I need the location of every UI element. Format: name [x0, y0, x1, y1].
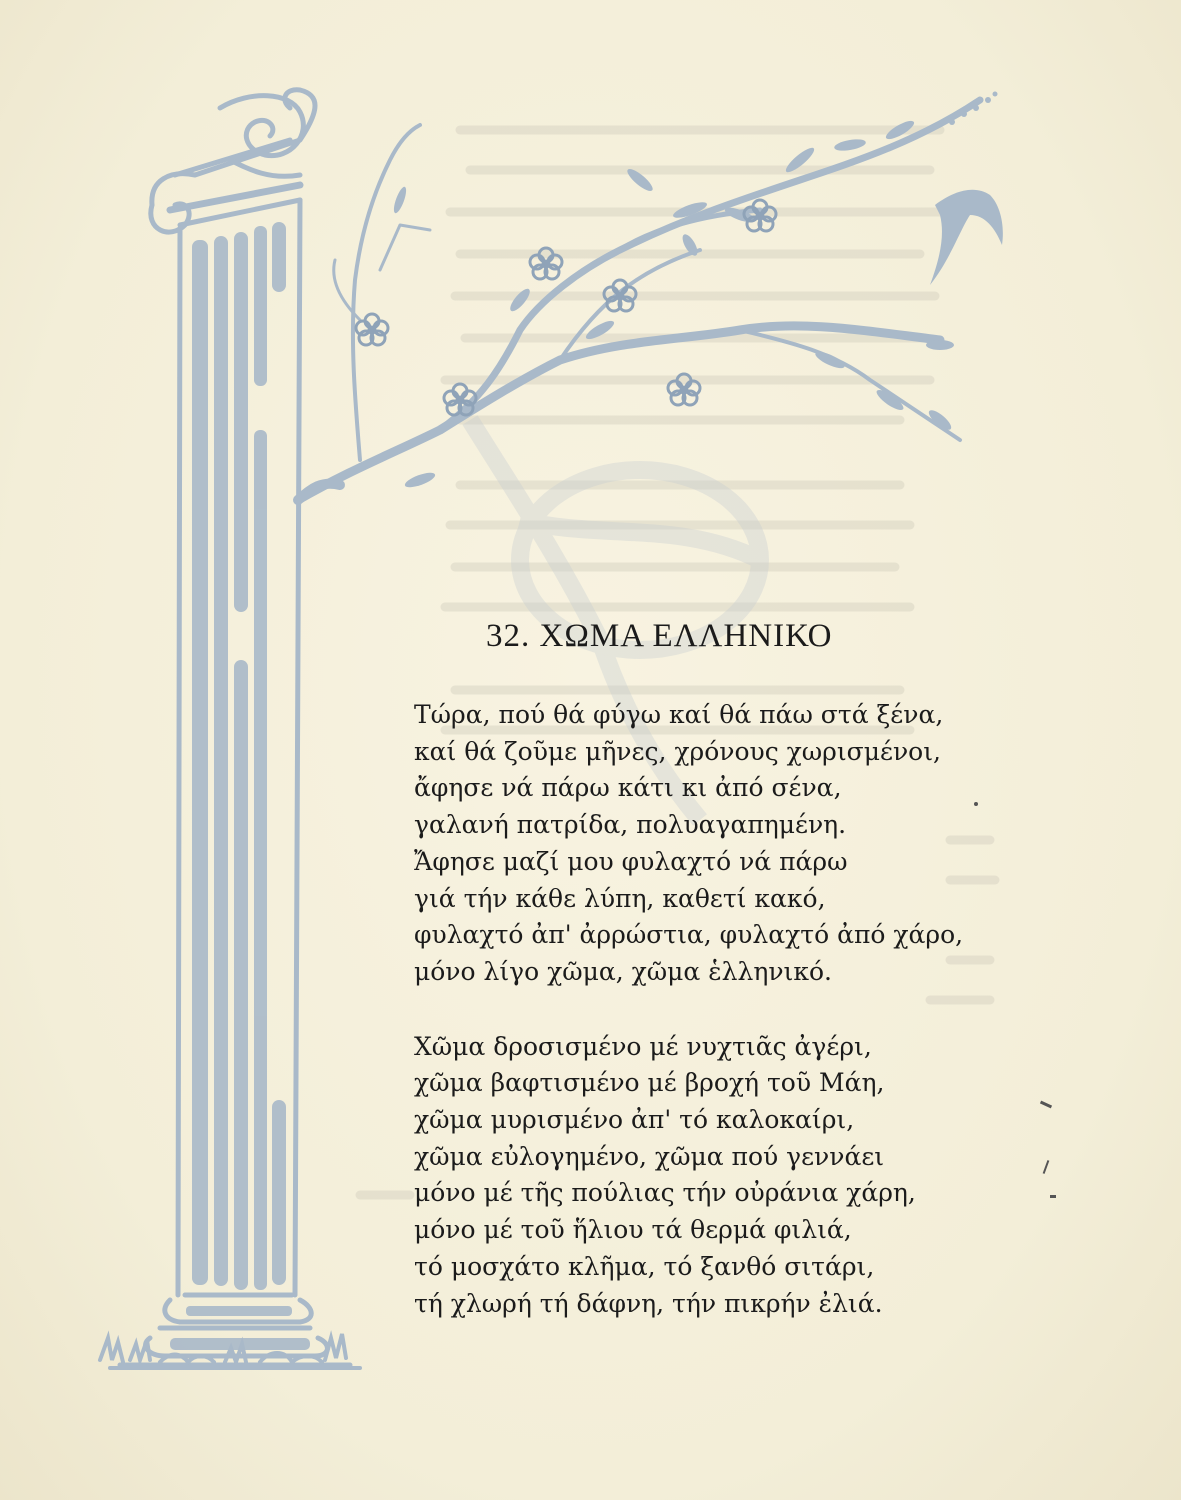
poem-title: 32. ΧΩΜΑ ΕΛΛΗΝΙΚΟ: [486, 618, 833, 654]
poem-line: τό μοσχάτο κλῆμα, τό ξανθό σιτάρι,: [414, 1251, 875, 1281]
poem-line: γιά τήν κάθε λύπη, καθετί κακό,: [414, 883, 826, 913]
poem-line: μόνο μέ τῆς πούλιας τήν οὐράνια χάρη,: [414, 1178, 916, 1208]
poem-line: καί θά ζοῦμε μῆνες, χρόνους χωρισμένοι,: [414, 736, 941, 766]
poem-line: Ἄφησε μαζί μου φυλαχτό νά πάρω: [414, 846, 848, 876]
poem-line: φυλαχτό ἀπ' ἀρρώστια, φυλαχτό ἀπό χάρο,: [414, 920, 964, 950]
swallow-bird: [930, 190, 1003, 285]
poem-line: χῶμα βαφτισμένο μέ βροχή τοῦ Μάη,: [414, 1068, 885, 1098]
poem-line: χῶμα μυρισμένο ἀπ' τό καλοκαίρι,: [414, 1105, 855, 1135]
column-flutes: [170, 222, 310, 1350]
poem-line: ἄφησε νά πάρω κάτι κι ἀπό σένα,: [414, 773, 842, 803]
stanza-2: [414, 1029, 1154, 1323]
poem-line: Τώρα, πού θά φύγω καί θά πάω στά ξένα,: [414, 700, 944, 729]
poem-line: τή χλωρή τή δάφνη, τήν πικρήν ἐλιά.: [414, 1288, 883, 1318]
poem-line: χῶμα εὐλογημένο, χῶμα πού γεννάει: [414, 1141, 885, 1171]
stanza-1: [414, 697, 1154, 991]
poem-line: μόνο μέ τοῦ ἥλιου τά θερμά φιλιά,: [414, 1215, 852, 1245]
poem-line: γαλανή πατρίδα, πολυαγαπημένη.: [414, 810, 847, 840]
poem-line: μόνο λίγο χῶμα, χῶμα ἑλληνικό.: [414, 956, 832, 986]
poem: [414, 618, 1154, 1322]
branch-dots: [949, 92, 998, 126]
poem-line: Χῶμα δροσισμένο μέ νυχτιᾶς ἀγέρι,: [414, 1031, 872, 1061]
